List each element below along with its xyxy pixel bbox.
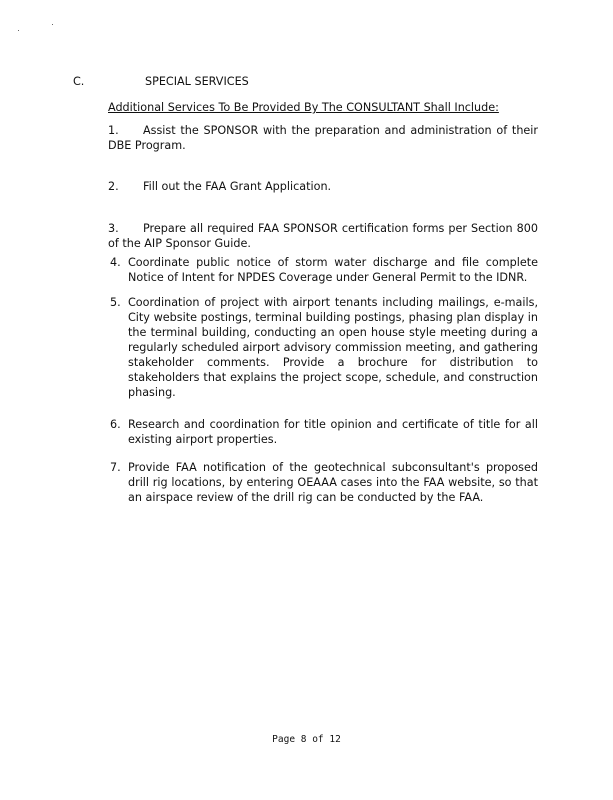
item-text: Research and coordination for title opinion and certificate of title for all — [128, 418, 538, 431]
list-item-3 — [108, 221, 538, 251]
item-number: 1. — [108, 124, 119, 137]
item-text: the terminal building, conducting an open house style meeting during a — [128, 326, 538, 339]
page-number: Page 8 of 12 — [272, 734, 341, 745]
list-item-2 — [108, 179, 538, 194]
item-text: of the AIP Sponsor Guide. — [108, 237, 251, 250]
scan-speck — [18, 30, 19, 31]
item-number: 4. — [110, 256, 121, 269]
item-number: 2. — [108, 180, 119, 193]
item-text: phasing. — [128, 386, 176, 399]
item-text: DBE Program. — [108, 139, 186, 152]
item-text: Notice of Intent for NPDES Coverage under General Permit to the IDNR. — [128, 271, 528, 284]
item-text: regularly scheduled airport advisory commission meeting, and gathering — [128, 341, 538, 354]
item-text: Coordination of project with airport tenants including mailings, e-mails, — [128, 296, 538, 309]
item-text: City website postings, terminal building postings, phasing plan display in — [128, 311, 538, 324]
item-text: an airspace review of the drill rig can be conducted by the FAA. — [128, 491, 484, 504]
item-text: Fill out the FAA Grant Application. — [143, 180, 332, 193]
item-number: 3. — [108, 222, 119, 235]
item-text: existing airport properties. — [128, 433, 278, 446]
item-text: Coordinate public notice of storm water discharge and file complete — [128, 256, 538, 269]
list-item-1 — [108, 123, 538, 153]
item-text: Assist the SPONSOR with the preparation and administration of their — [143, 124, 538, 137]
item-text: drill rig locations, by entering OEAAA cases into the FAA website, so that — [128, 476, 538, 489]
item-text: Provide FAA notification of the geotechnical subconsultant's proposed — [128, 461, 538, 474]
section-letter: C. — [73, 75, 85, 88]
item-number: 5. — [110, 296, 121, 309]
item-number: 7. — [110, 461, 121, 474]
item-text: stakeholders that explains the project scope, schedule, and construction — [128, 371, 538, 384]
scan-speck — [52, 24, 53, 25]
item-text: stakeholder comments. Provide a brochure for distribution to — [128, 356, 538, 369]
item-text: Prepare all required FAA SPONSOR certification forms per Section 800 — [143, 222, 538, 235]
subheading: Additional Services To Be Provided By The CONSULTANT Shall Include: — [108, 101, 499, 114]
section-title: SPECIAL SERVICES — [145, 75, 249, 88]
item-number: 6. — [110, 418, 121, 431]
